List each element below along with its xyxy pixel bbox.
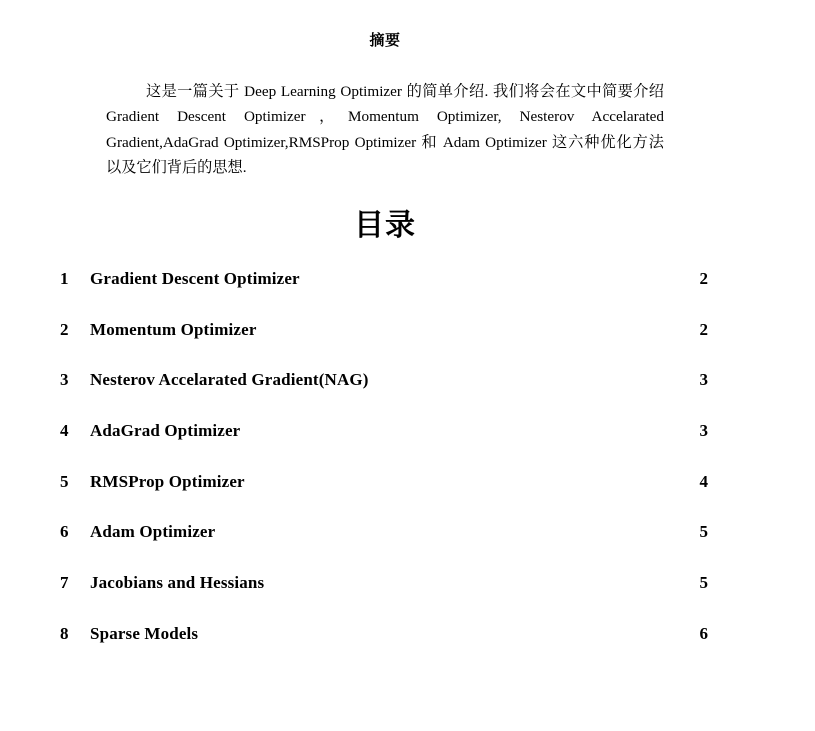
toc-entry-number: 5	[60, 471, 69, 491]
toc-entry-label[interactable]: Adam Optimizer	[90, 522, 216, 542]
toc-entry[interactable]	[60, 625, 708, 676]
toc-entry-number: 2	[60, 319, 69, 339]
toc-entry[interactable]	[60, 473, 708, 524]
toc-entry-label[interactable]: Gradient Descent Optimizer	[90, 269, 300, 288]
toc-entry-page: 4	[699, 471, 708, 491]
toc-entry-number: 7	[60, 573, 69, 593]
toc-entry-page: 2	[699, 269, 708, 288]
toc-entry-page: 3	[699, 370, 708, 390]
toc-entry-number: 3	[60, 370, 69, 390]
toc-entry[interactable]	[60, 422, 708, 473]
toc-entry-page: 5	[699, 573, 708, 593]
toc-entry-label[interactable]: Nesterov Accelarated Gradient(NAG)	[90, 370, 369, 390]
toc-entry-label[interactable]: AdaGrad Optimizer	[90, 421, 241, 441]
toc-entry-page: 2	[699, 319, 708, 339]
toc-entry-number: 1	[60, 269, 69, 288]
table-of-contents	[60, 270, 708, 676]
toc-entry[interactable]	[60, 523, 708, 574]
toc-entry-page: 5	[699, 522, 708, 542]
toc-entry-label[interactable]: Momentum Optimizer	[90, 319, 257, 339]
toc-entry[interactable]	[60, 574, 708, 625]
toc-entry-number: 4	[60, 421, 69, 441]
toc-entry-label[interactable]: Sparse Models	[90, 623, 199, 643]
toc-entry-label[interactable]: RMSProp Optimizer	[90, 471, 245, 491]
toc-entry[interactable]	[60, 270, 708, 321]
table-of-contents-title: 目录	[354, 209, 416, 242]
toc-entry[interactable]	[60, 321, 708, 372]
toc-entry-page: 3	[699, 421, 708, 441]
toc-entry-label[interactable]: Jacobians and Hessians	[90, 573, 265, 593]
abstract-paragraph: 这是一篇关于 Deep Learning Optimizer 的简单介绍. 我们将会在文中简要介绍 Gradient Descent Optimizer，Momentum Optimizer, Nesterov Accelarated Gradient,AdaGrad Optimizer,RMSProp Optimizer 和 Adam Optimizer 这六种优化方法以及它们背后的思想.	[106, 83, 664, 177]
abstract-heading: 摘要	[369, 33, 401, 49]
toc-entry-number: 8	[60, 623, 69, 643]
toc-entry-number: 6	[60, 522, 69, 542]
toc-entry[interactable]	[60, 371, 708, 422]
toc-entry-page: 6	[699, 623, 708, 643]
